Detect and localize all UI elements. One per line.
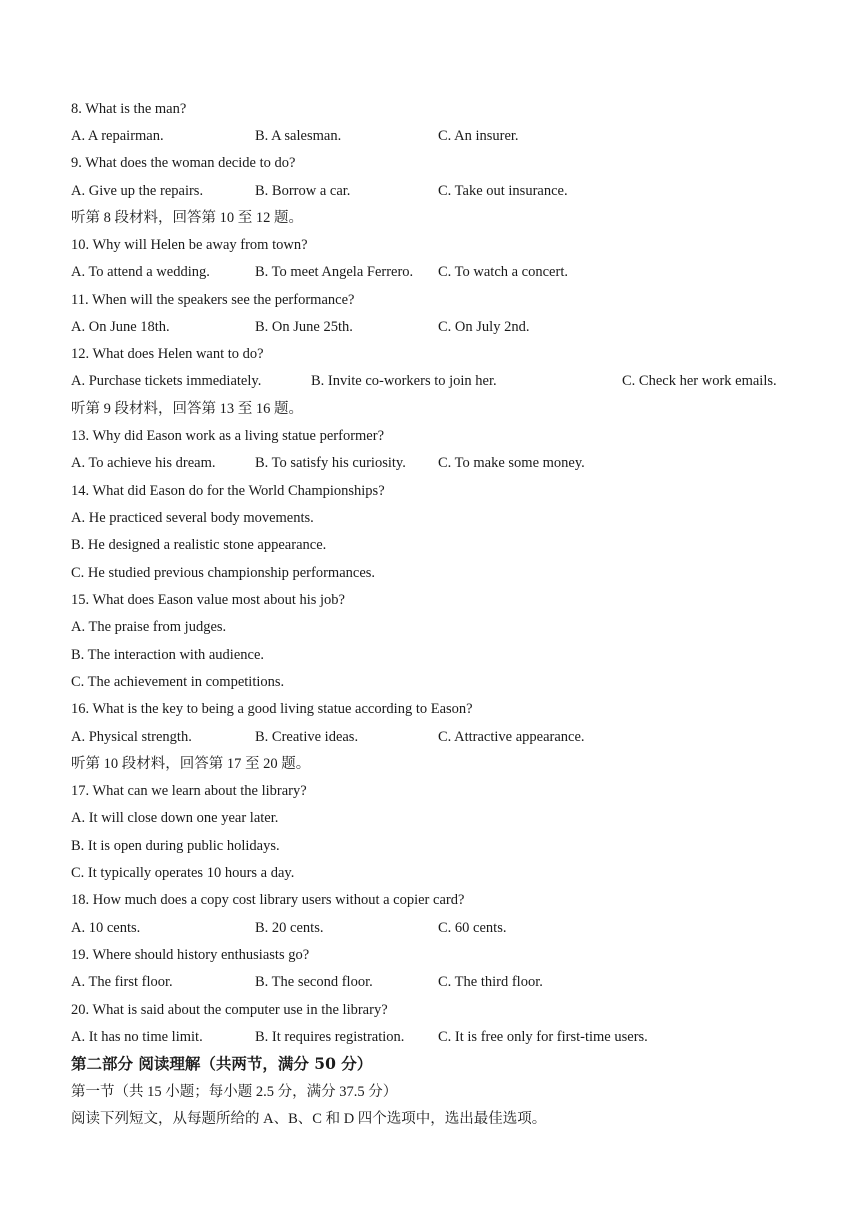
option-b: B. The interaction with audience. <box>71 647 265 663</box>
part2-title: 第二部分 阅读理解（共两节，满分 50 分） <box>71 1054 373 1073</box>
option-c: C. Attractive appearance. <box>438 729 585 745</box>
question-19: 19. Where should history enthusiasts go? <box>71 947 310 963</box>
option-b: B. It requires registration. <box>255 1029 405 1045</box>
option-b: B. 20 cents. <box>255 920 324 936</box>
option-b: B. To satisfy his curiosity. <box>255 455 406 471</box>
option-c: C. It is free only for first-time users. <box>438 1029 648 1045</box>
option-a: A. It will close down one year later. <box>71 810 279 826</box>
option-a: A. To achieve his dream. <box>71 455 216 471</box>
option-a: A. To attend a wedding. <box>71 264 210 280</box>
option-a: A. 10 cents. <box>71 920 141 936</box>
option-a: A. Give up the repairs. <box>71 183 204 199</box>
part2-instruction: 阅读下列短文，从每题所给的 A、B、C 和 D 四个选项中，选出最佳选项。 <box>71 1111 547 1127</box>
option-b: B. It is open during public holidays. <box>71 838 280 854</box>
option-c: C. He studied previous championship performances. <box>71 565 376 581</box>
option-c: C. An insurer. <box>438 128 519 144</box>
option-c: C. On July 2nd. <box>438 319 530 335</box>
option-a: A. The first floor. <box>71 974 173 990</box>
section-instruction-8: 听第 8 段材料，回答第 10 至 12 题。 <box>71 210 303 226</box>
question-20: 20. What is said about the computer use in the library? <box>71 1002 388 1018</box>
option-b: B. Creative ideas. <box>255 729 359 745</box>
option-b: B. The second floor. <box>255 974 373 990</box>
option-c: C. 60 cents. <box>438 920 507 936</box>
option-a: A. On June 18th. <box>71 319 170 335</box>
option-c: C. The third floor. <box>438 974 543 990</box>
question-9: 9. What does the woman decide to do? <box>71 155 296 171</box>
option-b: B. A salesman. <box>255 128 342 144</box>
option-c: C. It typically operates 10 hours a day. <box>71 865 295 881</box>
option-a: A. It has no time limit. <box>71 1029 203 1045</box>
option-a: A. A repairman. <box>71 128 164 144</box>
question-12: 12. What does Helen want to do? <box>71 346 264 362</box>
question-11: 11. When will the speakers see the performance? <box>71 292 355 308</box>
section-instruction-10: 听第 10 段材料，回答第 17 至 20 题。 <box>71 756 311 772</box>
option-a: A. Purchase tickets immediately. <box>71 373 262 389</box>
option-b: B. Invite co-workers to join her. <box>311 373 497 389</box>
question-10: 10. Why will Helen be away from town? <box>71 237 308 253</box>
question-16: 16. What is the key to being a good living statue according to Eason? <box>71 701 473 717</box>
option-b: B. On June 25th. <box>255 319 353 335</box>
question-13: 13. Why did Eason work as a living statue performer? <box>71 428 385 444</box>
option-a: A. Physical strength. <box>71 729 192 745</box>
option-a: A. He practiced several body movements. <box>71 510 314 526</box>
section-instruction-9: 听第 9 段材料，回答第 13 至 16 题。 <box>71 401 303 417</box>
question-8: 8. What is the man? <box>71 101 187 117</box>
option-b: B. Borrow a car. <box>255 183 351 199</box>
option-c: C. To watch a concert. <box>438 264 568 280</box>
option-c: C. To make some money. <box>438 455 585 471</box>
option-c: C. Check her work emails. <box>622 373 777 389</box>
option-b: B. He designed a realistic stone appearance. <box>71 537 327 553</box>
option-a: A. The praise from judges. <box>71 619 227 635</box>
option-c: C. Take out insurance. <box>438 183 568 199</box>
option-b: B. To meet Angela Ferrero. <box>255 264 414 280</box>
part2-section1: 第一节（共 15 小题；每小题 2.5 分，满分 37.5 分） <box>71 1084 398 1100</box>
question-15: 15. What does Eason value most about his job? <box>71 592 345 608</box>
question-18: 18. How much does a copy cost library users without a copier card? <box>71 892 465 908</box>
question-17: 17. What can we learn about the library? <box>71 783 307 799</box>
question-14: 14. What did Eason do for the World Championships? <box>71 483 385 499</box>
option-c: C. The achievement in competitions. <box>71 674 285 690</box>
